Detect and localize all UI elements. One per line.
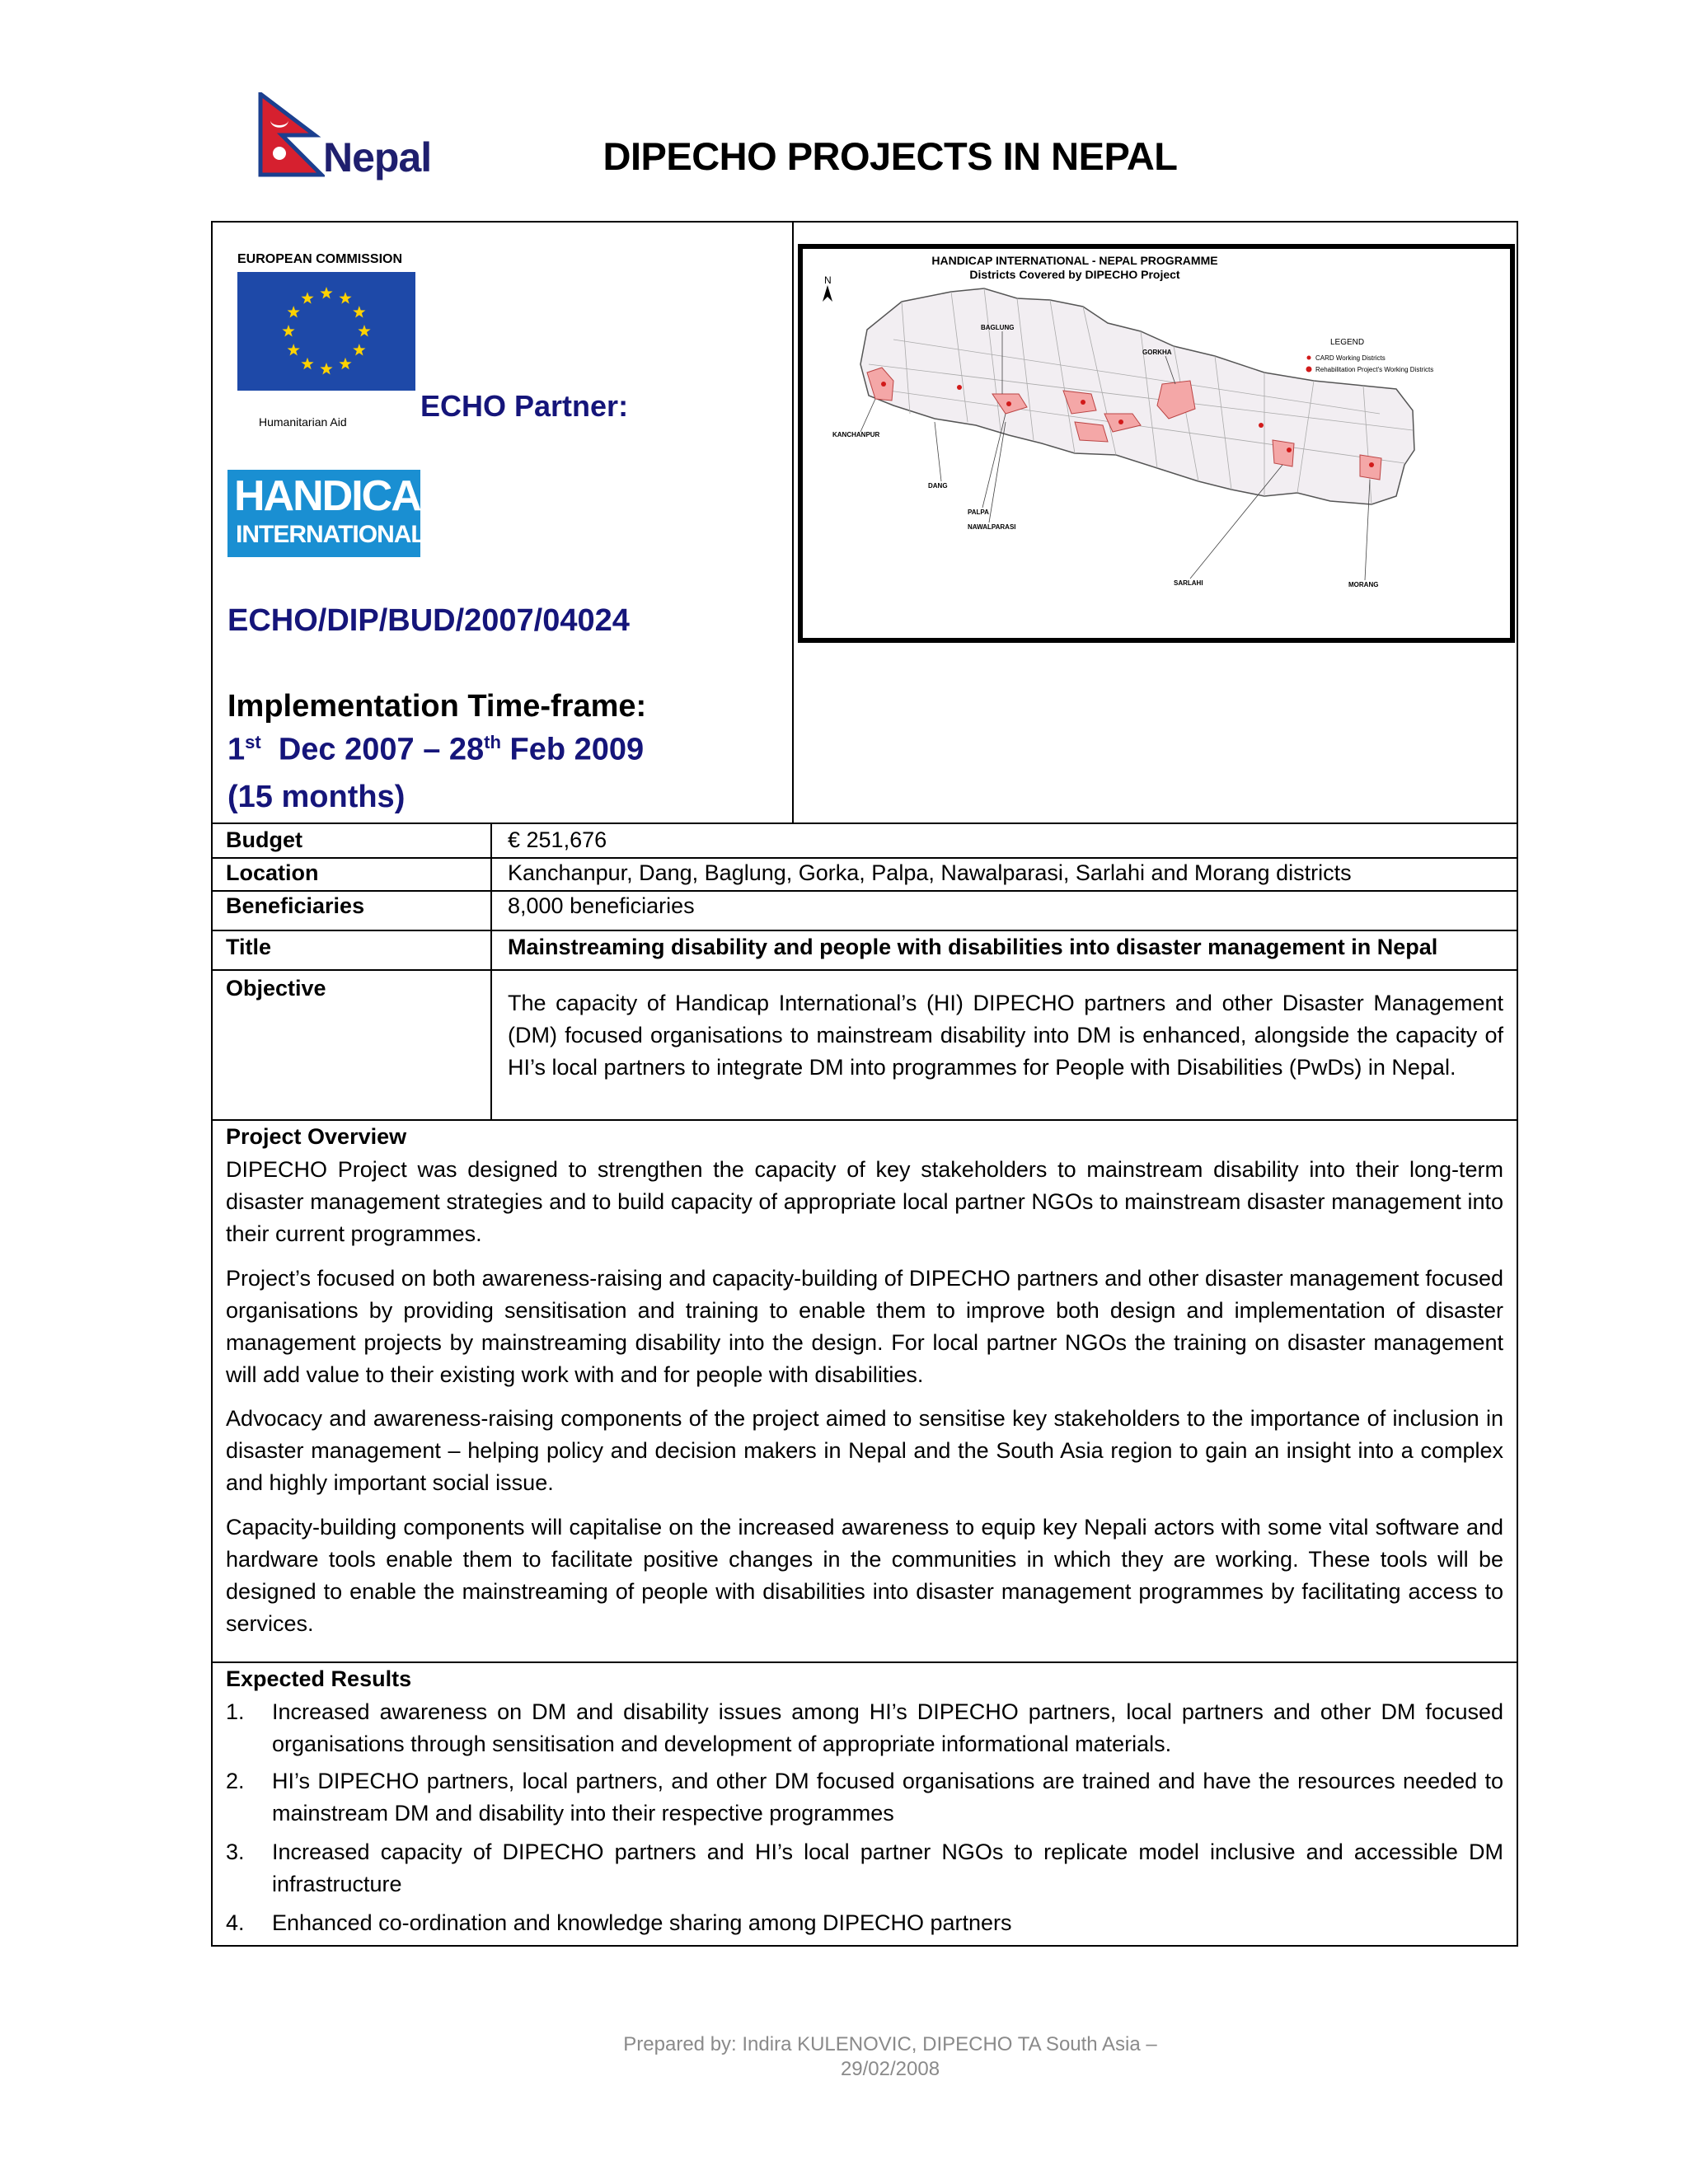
footer-line-2: 29/02/2008: [840, 2058, 940, 2080]
label-baglung: BAGLUNG: [981, 324, 1015, 331]
overview-paragraph: Advocacy and awareness-raising components of the project aimed to sensitise key stakeholders to the importance of inclusion in disaster management – helping policy and decision makers in Nepal and the South Asia region to gain an insight into a complex and highly important social issue.: [226, 1406, 1503, 1495]
beneficiaries-value: 8,000 beneficiaries: [508, 893, 695, 918]
result-text: HI’s DIPECHO partners, local partners, and other DM focused organisations are trained and have the resources needed to mainstream DM and disability into their respective programmes: [272, 1769, 1503, 1825]
partner-cell: [213, 223, 793, 823]
location-label: Location: [226, 860, 319, 885]
row-line: [213, 1661, 1517, 1663]
title-value: Mainstreaming disability and people with disabilities into disaster management in Nepal: [508, 935, 1438, 959]
label-gorkha: GORKHA: [1142, 349, 1172, 356]
start-sup: st: [245, 732, 261, 752]
label-kanchanpur: KANCHANPUR: [832, 431, 880, 438]
overview-paragraph: Capacity-building components will capitalise on the increased awareness to equip key Nepali actors with some vital software and hardware tools enable them to facilitate positive changes in the communities in which they are working. These tools will be designed to enable the mainstreaming of people with disabilities into disaster management programmes by facilitating access to services.: [226, 1515, 1503, 1636]
nepal-outline: [860, 288, 1414, 504]
row-line: [213, 890, 1517, 892]
result-number: 1.: [226, 1699, 245, 1724]
result-number: 3.: [226, 1840, 245, 1864]
hi-logo-line2: INTERNATIONAL: [236, 521, 425, 548]
implementation-label: Implementation Time-frame:: [227, 689, 647, 724]
label-dang: DANG: [928, 482, 948, 490]
result-number: 4.: [226, 1910, 245, 1935]
row-line: [213, 823, 1517, 824]
top-divider: [792, 223, 794, 824]
result-text: Increased awareness on DM and disability issues among HI’s DIPECHO partners, local partners and other DM focused organisations through sensitisation and development of appropriate informational materials.: [272, 1699, 1503, 1756]
implementation-duration: (15 months): [227, 780, 406, 814]
objective-value: The capacity of Handicap International’s (HI) DIPECHO partners and other Disaster Management (DM) focused organisations to mainstream disability into DM is enhanced, alongside the capacity of HI’s local partners to integrate DM into programmes for People with Disabilities (PwDs) in Nepal.: [508, 991, 1503, 1080]
ec-caption: EUROPEAN COMMISSION: [237, 252, 403, 266]
beneficiaries-label: Beneficiaries: [226, 893, 365, 918]
legend-item-1: CARD Working Districts: [1315, 354, 1386, 362]
legend-title: LEGEND: [1330, 338, 1365, 347]
ha-caption: Humanitarian Aid: [259, 415, 347, 429]
echo-partner-label: ECHO Partner:: [420, 389, 629, 423]
eu-flag-icon: [237, 272, 415, 391]
top-section: [213, 223, 1517, 823]
nepal-map: [803, 249, 1510, 638]
overview-paragraph: DIPECHO Project was designed to strengthen the capacity of key stakeholders to mainstream disability into their long-term disaster management strategies and to build capacity of appropriate local partner NGOs to mainstream disaster management into their current programmes.: [226, 1157, 1503, 1246]
budget-label: Budget: [226, 827, 302, 852]
implementation-dates: [227, 732, 644, 768]
handicap-international-logo: [227, 470, 448, 557]
end-rest: Feb 2009: [509, 732, 645, 767]
footer: [0, 2032, 1688, 2082]
end-sup: th: [484, 732, 501, 752]
row-line: [213, 969, 1517, 971]
label-nawalparasi: NAWALPARASI: [968, 523, 1016, 531]
title-label: Title: [226, 935, 272, 959]
overview-paragraph: Project’s focused on both awareness-raising and capacity-building of DIPECHO partners and other disaster management focused organisations by providing sensitisation and training to enable them to improve both design and implementation of disaster management projects by mainstreaming disability into the design. For local partner NGOs the training on disaster management will add value to their existing work with and for people with disabilities.: [226, 1266, 1503, 1387]
result-number: 2.: [226, 1769, 245, 1793]
country-label: Nepal: [323, 134, 432, 180]
label-palpa: PALPA: [968, 509, 989, 516]
map-subtitle: Districts Covered by DIPECHO Project: [969, 268, 1180, 281]
project-sheet: [211, 221, 1518, 1947]
results-title: Expected Results: [226, 1666, 412, 1691]
map-title: HANDICAP INTERNATIONAL - NEPAL PROGRAMME: [931, 254, 1218, 267]
location-value: Kanchanpur, Dang, Baglung, Gorka, Palpa, Nawalparasi, Sarlahi and Morang districts: [508, 860, 1352, 885]
start-day: 1: [227, 732, 246, 767]
echo-code: ECHO/DIP/BUD/2007/04024: [227, 603, 630, 638]
north-arrow: N: [824, 274, 832, 286]
budget-value: € 251,676: [508, 827, 607, 852]
result-text: Increased capacity of DIPECHO partners and HI’s local partner NGOs to replicate model inclusive and accessible DM infrastructure: [272, 1840, 1503, 1896]
legend-item-2: Rehabilitation Project's Working Districts: [1315, 366, 1434, 373]
result-text: Enhanced co-ordination and knowledge sharing among DIPECHO partners: [272, 1910, 1012, 1935]
label-sarlahi: SARLAHI: [1174, 579, 1203, 587]
start-rest: Dec 2007 – 28: [278, 732, 485, 767]
row-line: [213, 930, 1517, 931]
overview-title: Project Overview: [226, 1124, 407, 1149]
row-line: [213, 857, 1517, 859]
label-morang: MORANG: [1348, 581, 1379, 588]
row-line: [213, 1119, 1517, 1121]
hi-logo-line1: HANDICAP: [234, 472, 448, 520]
page-title: DIPECHO PROJECTS IN NEPAL: [603, 134, 1178, 178]
north-arrow-icon: [823, 285, 832, 302]
footer-line-1: Prepared by: Indira KULENOVIC, DIPECHO TA South Asia –: [623, 2033, 1157, 2055]
objective-label: Objective: [226, 976, 326, 1001]
label-column-divider: [490, 823, 492, 1121]
district-map: [798, 244, 1515, 643]
